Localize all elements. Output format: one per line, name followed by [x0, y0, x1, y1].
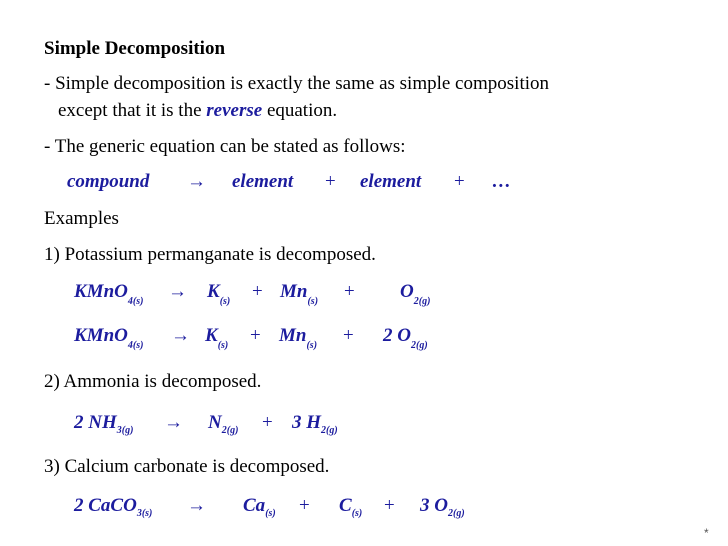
generic-element-2: element: [360, 171, 422, 192]
product-2: $Mn_{(s)}$: [280, 281, 319, 307]
product-3: $O_{2(g)}$: [400, 281, 431, 307]
reactant: 2 CaCO$_{3(s)}$: [74, 495, 153, 519]
product-2: $Mn_{(s)}$: [279, 325, 318, 351]
examples-label: Examples: [44, 208, 119, 229]
intro-line-3: - The generic equation can be stated as follows:: [44, 136, 406, 157]
generic-ellipsis: …: [492, 171, 511, 192]
plus-2: +: [384, 495, 395, 516]
plus-1: +: [252, 281, 263, 302]
product-1: $Ca_{(s)}$: [243, 495, 276, 519]
reactant: 2 $NH_{3(g)}$: [74, 412, 134, 436]
intro-line-2: [58, 100, 337, 122]
product-1: $K_{(s)}$: [207, 281, 231, 307]
generic-plus-2: +: [454, 171, 465, 192]
generic-element-1: element: [232, 171, 294, 192]
footer-asterisk: *: [704, 526, 709, 540]
example-2-caption: 2) Ammonia is decomposed.: [44, 371, 262, 392]
product-2: $C_{(s)}$: [339, 495, 363, 519]
generic-arrow: →: [187, 171, 206, 192]
reaction-arrow: →: [164, 412, 183, 433]
plus-1: +: [250, 325, 261, 346]
intro-line-1: - Simple decomposition is exactly the same as simple composition: [44, 73, 550, 94]
intro-line-2-pre: except that it is the: [58, 100, 207, 121]
product-1: $K_{(s)}$: [205, 325, 229, 351]
plus-1: +: [262, 412, 273, 433]
reaction-arrow: →: [168, 281, 187, 302]
reaction-arrow: →: [171, 325, 190, 346]
product-1: $N_{2(g)}$: [208, 412, 239, 436]
intro-line-2-post: equation.: [262, 100, 338, 121]
generic-compound: compound: [67, 171, 150, 192]
plus-2: +: [344, 281, 355, 302]
plus-2: +: [343, 325, 354, 346]
reverse-emphasis: reverse: [206, 100, 263, 121]
page-title: Simple Decomposition: [44, 38, 226, 59]
generic-plus-1: +: [325, 171, 336, 192]
example-3-caption: 3) Calcium carbonate is decomposed.: [44, 456, 330, 477]
reaction-arrow: →: [187, 495, 206, 516]
reactant: KMnO$_{4(s)}$: [74, 325, 144, 351]
example-1-caption: 1) Potassium permanganate is decomposed.: [44, 244, 376, 265]
plus-1: +: [299, 495, 310, 516]
product-2: 3 $H_{2(g)}$: [292, 412, 338, 436]
product-3: 2 $O_{2(g)}$: [383, 325, 428, 351]
product-3: 3 $O_{2(g)}$: [420, 495, 465, 519]
reactant: KMnO$_{4(s)}$: [74, 281, 144, 307]
